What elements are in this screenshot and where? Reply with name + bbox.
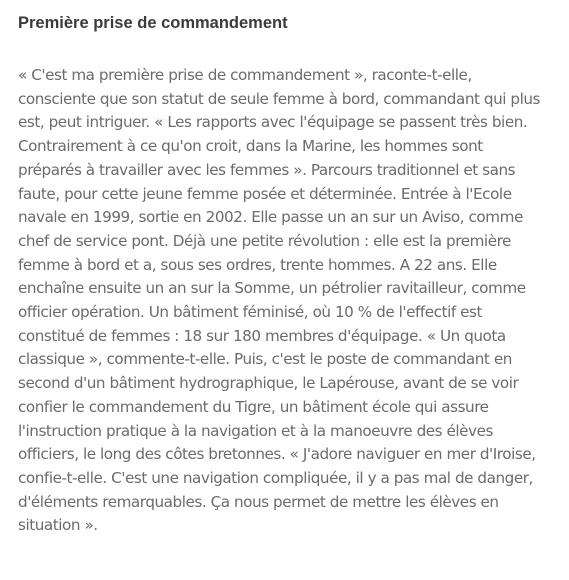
body-line: enchaîne ensuite un an sur la Somme, un pétrolier ravitailleur, comme <box>18 279 526 298</box>
body-line: confier le commandement du Tigre, un bâtiment école qui assure <box>18 397 489 416</box>
body-line: d'éléments remarquables. Ça nous permet de mettre les élèves en <box>18 492 499 511</box>
body-line: préparés à travailler avec les femmes ». Parcours traditionnel et sans <box>18 160 516 179</box>
body-line: « C'est ma première prise de commandement », raconte-t-elle, <box>18 66 472 84</box>
body-line: situation ». <box>18 516 98 535</box>
body-line: faute, pour cette jeune femme posée et déterminée. Entrée à l'Ecole <box>18 184 512 203</box>
body-line: consciente que son statut de seule femme à bord, commandant qui plus <box>18 89 540 108</box>
body-line: officier opération. Un bâtiment féminisé, où 10 % de l'effectif est <box>18 303 482 322</box>
body-line: femme à bord et a, sous ses ordres, trente hommes. A 22 ans. Elle <box>18 255 497 274</box>
body-line: l'instruction pratique à la navigation et à la manoeuvre des élèves <box>18 421 493 440</box>
body-line: navale en 1999, sortie en 2002. Elle passe un an sur un Aviso, comme <box>18 208 523 227</box>
body-line: officiers, le long des côtes bretonnes. « J'adore naviguer en mer d'Iroise, <box>18 445 536 464</box>
body-line: second d'un bâtiment hydrographique, le Lapérouse, avant de se voir <box>18 374 519 393</box>
body-line: est, peut intriguer. « Les rapports avec l'équipage se passent très bien. <box>18 113 528 132</box>
body-line: chef de service pont. Déjà une petite révolution : elle est la première <box>18 231 511 250</box>
article-body <box>18 64 540 538</box>
body-line: constitué de femmes : 18 sur 180 membres d'équipage. « Un quota <box>18 326 506 345</box>
body-line: Contrairement à ce qu'on croit, dans la Marine, les hommes sont <box>18 137 483 156</box>
article-title: Première prise de commandement <box>18 14 288 32</box>
body-line: classique », commente-t-elle. Puis, c'est le poste de commandant en <box>18 350 512 369</box>
body-line: confie-t-elle. C'est une navigation compliquée, il y a pas mal de danger, <box>18 468 533 487</box>
